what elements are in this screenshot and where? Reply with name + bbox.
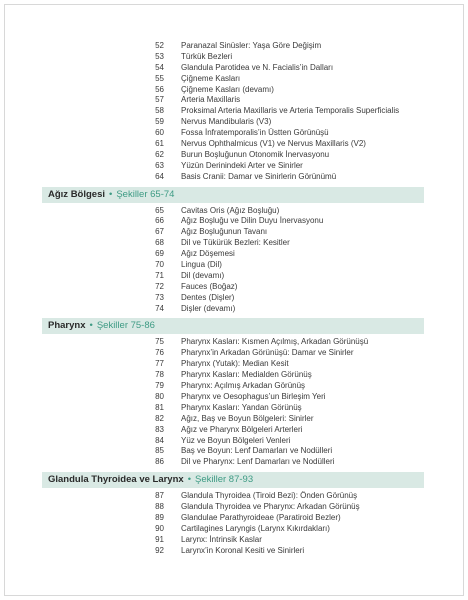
figure-title: Pharynx (Yutak): Median Kesit (181, 359, 289, 369)
figure-number: 55 (155, 73, 164, 83)
toc-entry[interactable] (0, 392, 468, 403)
figure-number: 54 (155, 62, 164, 72)
figure-number: 74 (155, 303, 164, 313)
figure-number: 86 (155, 457, 164, 467)
figure-title: Pharynx Kasları: Kısmen Açılmış, Arkadan Görünüşü (181, 337, 369, 347)
figure-number: 69 (155, 249, 164, 259)
figure-number: 60 (155, 128, 164, 138)
figure-number: 53 (155, 51, 164, 61)
toc-entry[interactable] (0, 206, 468, 217)
figure-title: Glandula Thyroidea ve Pharynx: Arkadan Görünüş (181, 502, 360, 512)
toc-entry[interactable] (0, 425, 468, 436)
figure-number: 56 (155, 84, 164, 94)
figure-title: Fossa İnfratemporalis’in Üstten Görünüşü (181, 128, 329, 138)
section-title: Ağız Bölgesi (48, 188, 106, 200)
toc-entry[interactable] (0, 293, 468, 304)
figure-number: 65 (155, 205, 164, 215)
toc-entry[interactable] (0, 381, 468, 392)
toc-entry[interactable] (0, 535, 468, 546)
section-header[interactable] (42, 318, 424, 334)
figure-number: 66 (155, 216, 164, 226)
toc-entry[interactable] (0, 457, 468, 468)
toc-entry[interactable] (0, 52, 468, 63)
figure-title: Ağız Boşluğunun Tavanı (181, 227, 268, 237)
figure-number: 58 (155, 106, 164, 116)
figure-title: Lingua (Dil) (181, 260, 222, 270)
figure-title: Cartilagines Laryngis (Larynx Kıkırdakları) (181, 523, 330, 533)
figure-number: 77 (155, 359, 164, 369)
toc-entry[interactable] (0, 150, 468, 161)
figure-title: Pharynx Kasları: Yandan Görünüş (181, 402, 302, 412)
figure-title: Fauces (Boğaz) (181, 281, 238, 291)
figure-title: Glandulae Parathyroideae (Paratiroid Bezler) (181, 512, 341, 522)
figure-title: Ağız Boşluğu ve Dilin Duyu İnervasyonu (181, 216, 324, 226)
figure-number: 68 (155, 238, 164, 248)
toc-entry[interactable] (0, 282, 468, 293)
toc-entry[interactable] (0, 41, 468, 52)
toc-entry[interactable] (0, 524, 468, 535)
toc-entry[interactable] (0, 63, 468, 74)
figure-title: Dil ve Pharynx: Lenf Damarları ve Nodülleri (181, 457, 335, 467)
toc-entry[interactable] (0, 106, 468, 117)
section-figure-range: Şekiller 65-74 (116, 188, 175, 200)
figure-number: 78 (155, 370, 164, 380)
figure-number: 67 (155, 227, 164, 237)
toc-entry[interactable] (0, 85, 468, 96)
figure-number: 79 (155, 381, 164, 391)
figure-number: 84 (155, 435, 164, 445)
toc-entry[interactable] (0, 249, 468, 260)
toc-entry[interactable] (0, 260, 468, 271)
toc-entry[interactable] (0, 128, 468, 139)
toc-entry[interactable] (0, 172, 468, 183)
figure-number: 92 (155, 545, 164, 555)
bullet-separator: • (109, 188, 113, 200)
toc-entry[interactable] (0, 348, 468, 359)
figure-number: 64 (155, 171, 164, 181)
bullet-separator: • (187, 474, 192, 486)
figure-title: Glandula Parotidea ve N. Facialis’in Dalları (181, 62, 334, 72)
toc-entry[interactable] (0, 491, 468, 502)
figure-number: 57 (155, 95, 164, 105)
figure-title: Dil (devamı) (181, 270, 225, 280)
toc-entry[interactable] (0, 359, 468, 370)
toc-entry[interactable] (0, 513, 468, 524)
figure-title: Nervus Mandibularis (V3) (181, 117, 272, 127)
figure-title: Nervus Ophthalmicus (V1) ve Nervus Maxillaris (V2) (181, 139, 366, 149)
figure-number: 72 (155, 281, 164, 291)
figure-title: Larynx: İntrinsik Kaslar (181, 534, 262, 544)
toc-entry[interactable] (0, 227, 468, 238)
figure-title: Ağız ve Pharynx Bölgeleri Arterleri (181, 424, 303, 434)
figure-title: Cavitas Oris (Ağız Boşluğu) (181, 205, 280, 215)
toc-entry[interactable] (0, 161, 468, 172)
section-figure-range: Şekiller 75-86 (96, 320, 155, 332)
figure-title: Çiğneme Kasları (181, 73, 241, 83)
figure-title: Pharynx: Açılmış Arkadan Görünüş (181, 381, 306, 391)
figure-number: 73 (155, 292, 164, 302)
figure-number: 59 (155, 117, 164, 127)
figure-title: Glandula Thyroidea (Tiroid Bezi): Önden Görünüş (181, 491, 358, 501)
toc-entry[interactable] (0, 436, 468, 447)
figure-number: 82 (155, 413, 164, 423)
figure-title: Dentes (Dişler) (181, 292, 235, 302)
figure-number: 70 (155, 260, 164, 270)
figure-number: 90 (155, 523, 164, 533)
figure-number: 75 (155, 337, 164, 347)
figure-title: Dişler (devamı) (181, 303, 236, 313)
figure-number: 52 (155, 41, 164, 50)
figure-number: 87 (155, 491, 164, 501)
toc-entry[interactable] (0, 337, 468, 348)
figure-title: Yüzün Derinindeki Arter ve Sinirler (181, 160, 303, 170)
figure-number: 80 (155, 391, 164, 401)
figure-title: Baş ve Boyun: Lenf Damarları ve Nodülleri (181, 446, 333, 456)
figure-title: Paranazal Sinüsler: Yaşa Göre Değişim (181, 41, 322, 50)
section-header[interactable] (42, 187, 424, 203)
toc-entry[interactable] (0, 370, 468, 381)
figure-title: Dil ve Tükürük Bezleri: Kesitler (181, 238, 290, 248)
figure-number: 91 (155, 534, 164, 544)
figure-number: 62 (155, 149, 164, 159)
figure-title: Burun Boşluğunun Otonomik İnervasyonu (181, 149, 330, 159)
toc-entry[interactable] (0, 95, 468, 106)
figure-number: 63 (155, 160, 164, 170)
figure-title: Arteria Maxillaris (181, 95, 241, 105)
toc-entry[interactable] (0, 403, 468, 414)
toc-entry[interactable] (0, 216, 468, 227)
bullet-separator: • (89, 320, 93, 332)
table-of-contents (0, 41, 468, 557)
section-header[interactable] (42, 472, 424, 488)
toc-entry[interactable] (0, 139, 468, 150)
toc-entry[interactable] (0, 446, 468, 457)
figure-title: Ağız, Baş ve Boyun Bölgeleri: Sinirler (181, 413, 314, 423)
figure-title: Proksimal Arteria Maxillaris ve Arteria Temporalis Superficialis (181, 106, 400, 116)
toc-entry[interactable] (0, 546, 468, 557)
figure-number: 71 (155, 270, 164, 280)
toc-entry[interactable] (0, 117, 468, 128)
figure-title: Yüz ve Boyun Bölgeleri Venleri (181, 435, 291, 445)
figure-number: 76 (155, 348, 164, 358)
toc-entry[interactable] (0, 414, 468, 425)
toc-entry[interactable] (0, 502, 468, 513)
section-title: Glandula Thyroidea ve Larynx (48, 474, 184, 486)
figure-number: 81 (155, 402, 164, 412)
figure-title: Basis Cranii: Damar ve Sinirlerin Görünümü (181, 171, 337, 181)
figure-title: Çiğneme Kasları (devamı) (181, 84, 274, 94)
figure-title: Larynx’in Koronal Kesiti ve Sinirleri (181, 545, 305, 555)
figure-title: Ağız Döşemesi (181, 249, 235, 259)
figure-number: 85 (155, 446, 164, 456)
figure-title: Pharynx’in Arkadan Görünüşü: Damar ve Sinirler (181, 348, 354, 358)
section-title: Pharynx (48, 320, 86, 332)
figure-number: 89 (155, 512, 164, 522)
figure-number: 61 (155, 139, 164, 149)
figure-title: Pharynx ve Oesophagus’un Birleşim Yeri (181, 391, 326, 401)
toc-entry[interactable] (0, 238, 468, 249)
toc-entry[interactable] (0, 271, 468, 282)
toc-entry[interactable] (0, 304, 468, 315)
section-figure-range: Şekiller 87-93 (195, 474, 254, 486)
figure-number: 83 (155, 424, 164, 434)
toc-entry[interactable] (0, 74, 468, 85)
figure-number: 88 (155, 502, 164, 512)
figure-title: Türkük Bezleri (181, 51, 233, 61)
figure-title: Pharynx Kasları: Medialden Görünüş (181, 370, 312, 380)
